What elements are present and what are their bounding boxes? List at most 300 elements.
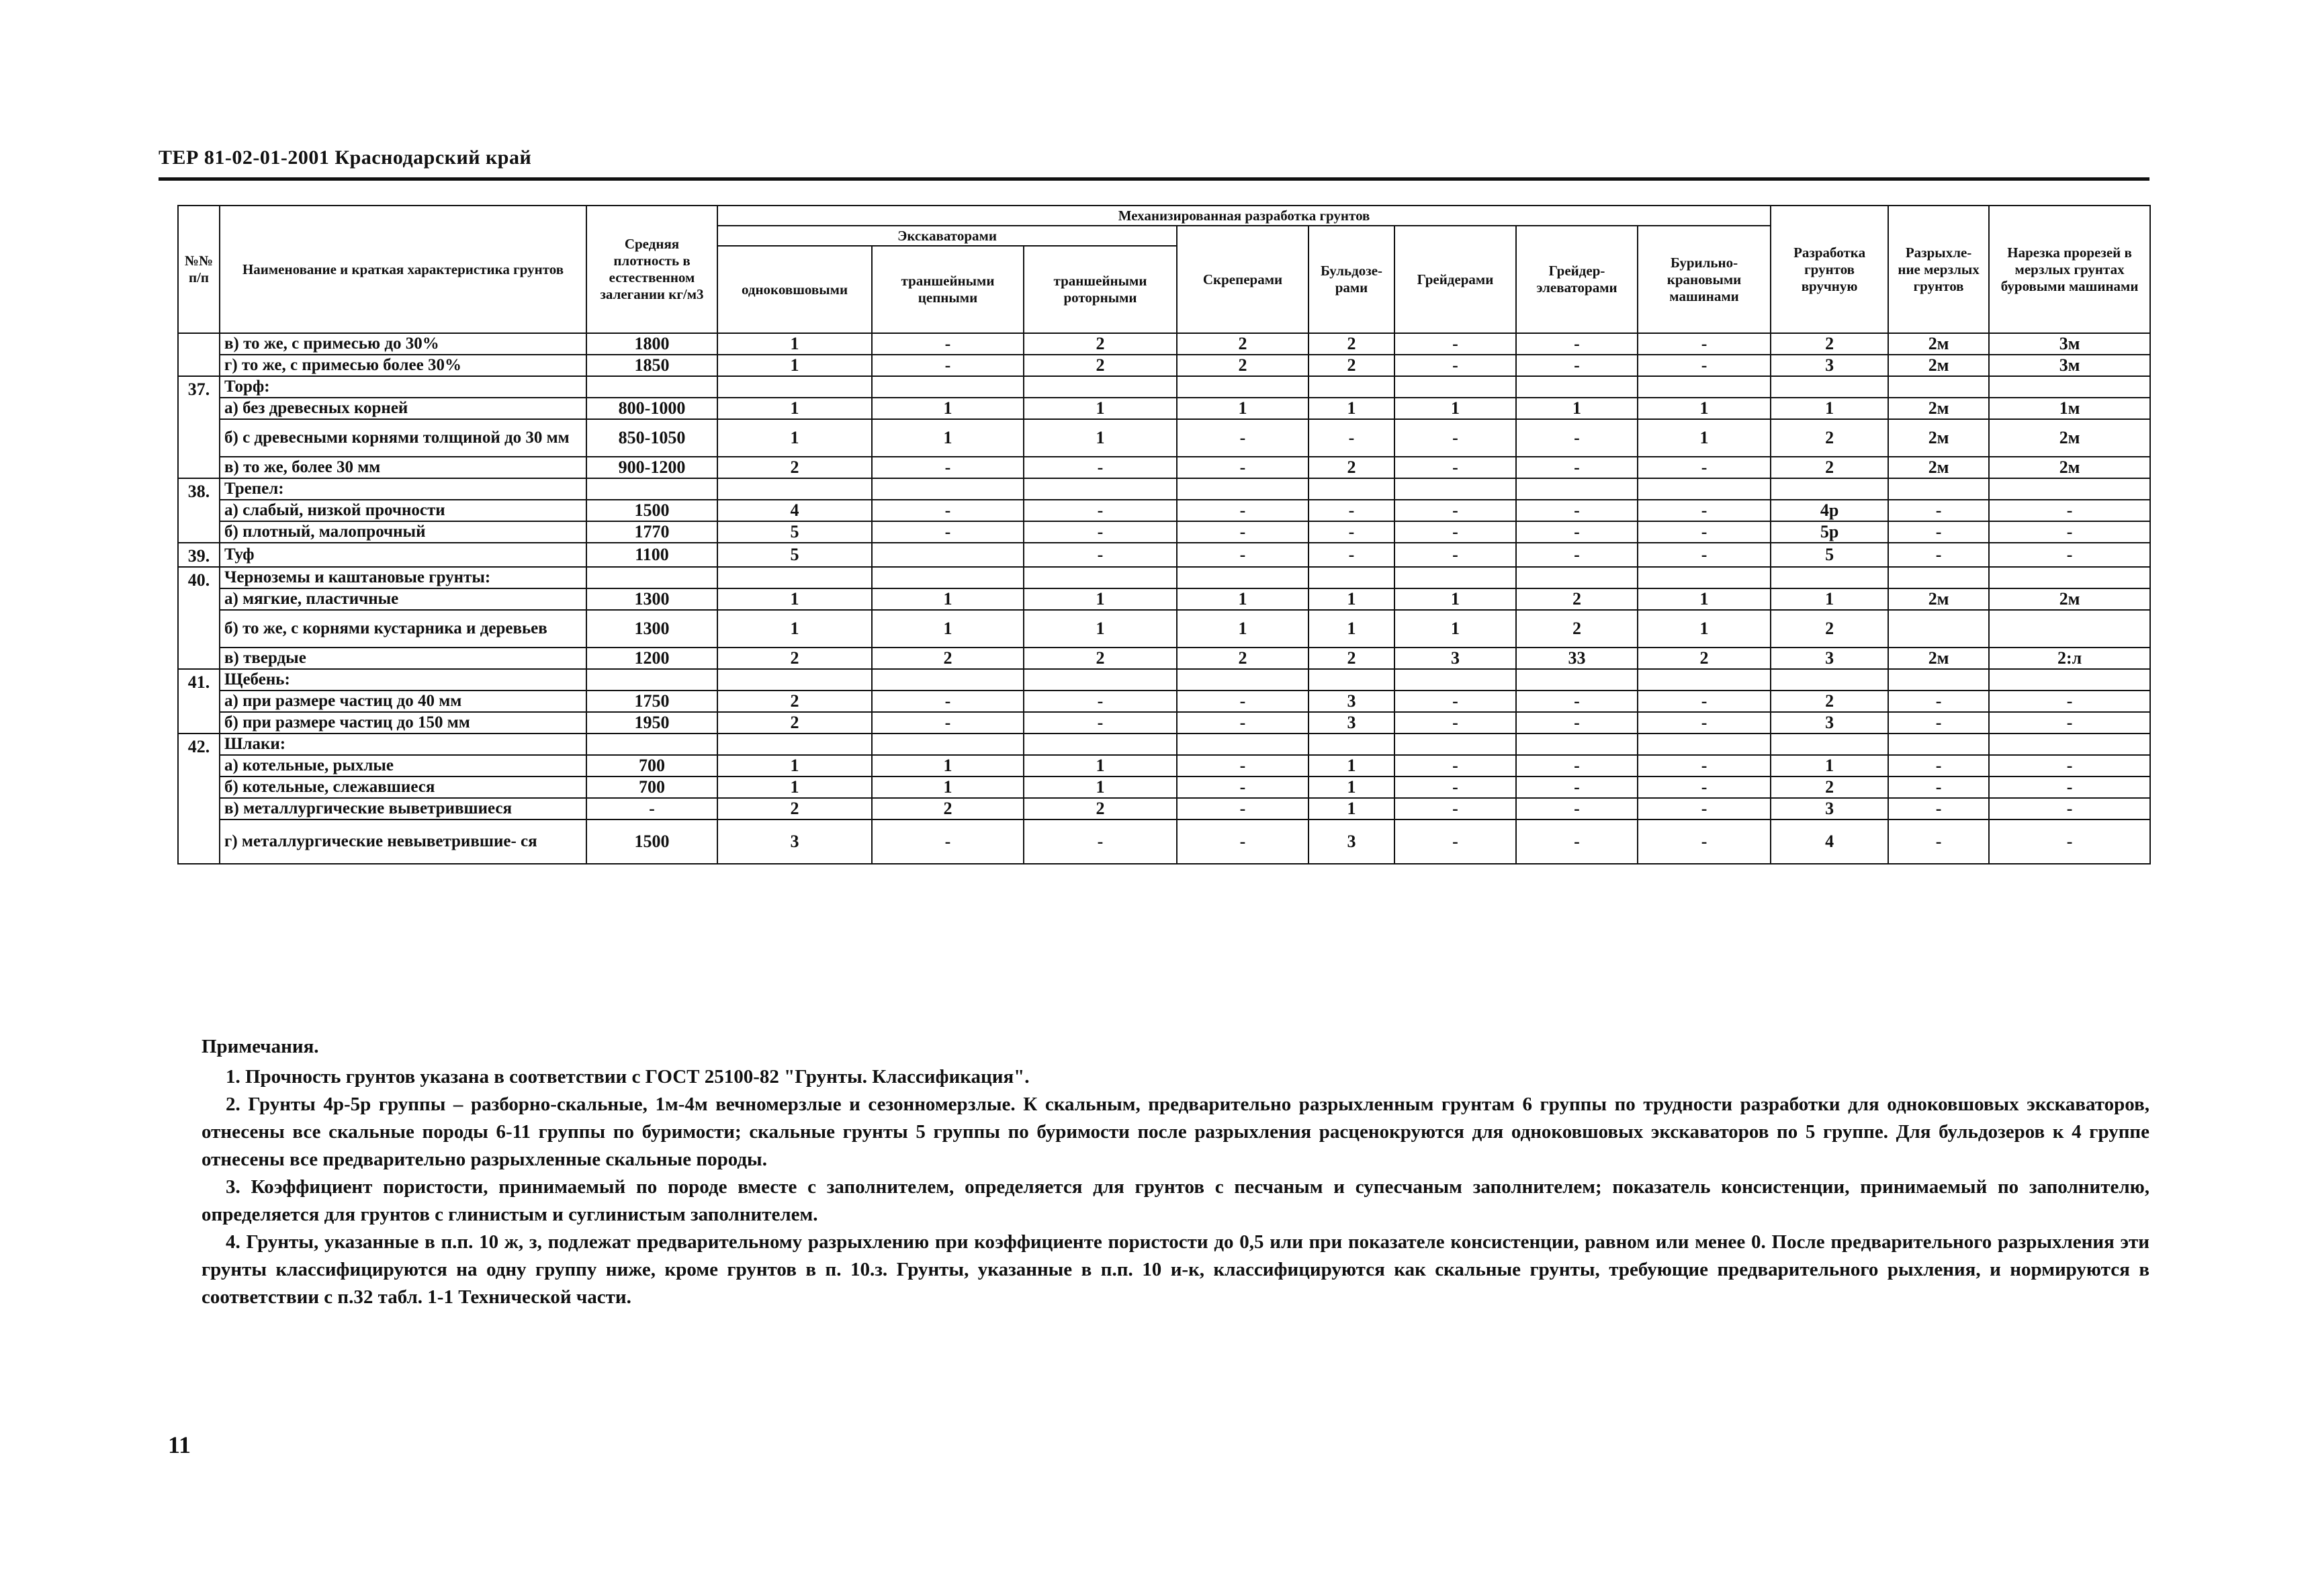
cell-drill-crane: - xyxy=(1638,521,1771,543)
table-row xyxy=(178,669,2150,691)
cell-loosening: - xyxy=(1888,819,1989,864)
notes-section xyxy=(202,1033,2149,1311)
row-number: 38. xyxy=(178,478,220,543)
note-item: 2. Грунты 4р-5р группы – разборно-скальные, 1м-4м вечномерзлые и сезонномерзлые. К скальным, предварительно разрыхленным грунтам 6 группы по трудности разработки для одноковшовых экскаваторов, отнесены все скальные породы 6-11 группы по буримости; скальные грунты 5 группы по буримости после разрыхления расценокруются для одноковшовых экскаваторов по 5 группе. Для бульдозеров к 4 группе отнесены все предварительно разрыхленные скальные породы. xyxy=(202,1094,2149,1170)
cell-trench-chain: - xyxy=(872,691,1024,712)
cell-bulldozers: 1 xyxy=(1308,588,1394,610)
row-name: Щебень: xyxy=(220,669,586,691)
cell-density xyxy=(586,376,717,398)
cell-manual: 3 xyxy=(1771,355,1888,376)
cell-scrapers: 1 xyxy=(1177,398,1308,419)
cell-grader-elevators: 2 xyxy=(1516,588,1638,610)
cell-manual: 5р xyxy=(1771,521,1888,543)
cell-drill-crane: 2 xyxy=(1638,648,1771,669)
cell-trench-rotor: - xyxy=(1024,500,1177,521)
cell-graders: - xyxy=(1394,691,1516,712)
cell-single-bucket xyxy=(717,669,872,691)
row-name: Черноземы и каштановые грунты: xyxy=(220,567,586,588)
cell-bulldozers: 3 xyxy=(1308,819,1394,864)
header-single-bucket: одноковшовыми xyxy=(717,246,872,333)
cell-trench-chain: - xyxy=(872,500,1024,521)
cell-manual: 3 xyxy=(1771,648,1888,669)
cell-cutting xyxy=(1989,376,2150,398)
cell-loosening xyxy=(1888,567,1989,588)
row-number: 42. xyxy=(178,734,220,864)
cell-bulldozers: 1 xyxy=(1308,610,1394,648)
cell-scrapers: - xyxy=(1177,755,1308,777)
cell-graders: - xyxy=(1394,819,1516,864)
cell-trench-chain: 2 xyxy=(872,648,1024,669)
cell-manual xyxy=(1771,376,1888,398)
cell-drill-crane: - xyxy=(1638,798,1771,819)
cell-drill-crane: 1 xyxy=(1638,588,1771,610)
cell-manual: 1 xyxy=(1771,588,1888,610)
cell-grader-elevators: 1 xyxy=(1516,398,1638,419)
cell-graders: - xyxy=(1394,355,1516,376)
row-name: б) плотный, малопрочный xyxy=(220,521,586,543)
cell-bulldozers: - xyxy=(1308,500,1394,521)
cell-trench-rotor: 1 xyxy=(1024,398,1177,419)
cell-loosening: 2м xyxy=(1888,333,1989,355)
cell-density: 1500 xyxy=(586,500,717,521)
cell-manual: 2 xyxy=(1771,610,1888,648)
cell-scrapers: 2 xyxy=(1177,648,1308,669)
cell-trench-chain: - xyxy=(872,355,1024,376)
table-row xyxy=(178,500,2150,521)
cell-manual xyxy=(1771,669,1888,691)
cell-loosening: 2м xyxy=(1888,419,1989,457)
cell-density: 1100 xyxy=(586,543,717,567)
cell-drill-crane xyxy=(1638,478,1771,500)
cell-trench-rotor: 2 xyxy=(1024,798,1177,819)
row-name: б) котельные, слежавшиеся xyxy=(220,777,586,798)
cell-cutting: - xyxy=(1989,521,2150,543)
cell-trench-rotor: - xyxy=(1024,691,1177,712)
cell-loosening: 2м xyxy=(1888,457,1989,478)
cell-drill-crane xyxy=(1638,567,1771,588)
cell-trench-rotor: - xyxy=(1024,457,1177,478)
table-row xyxy=(178,355,2150,376)
row-name: б) то же, с корнями кустарника и деревьев xyxy=(220,610,586,648)
cell-manual: 3 xyxy=(1771,798,1888,819)
cell-graders xyxy=(1394,376,1516,398)
cell-scrapers: 2 xyxy=(1177,355,1308,376)
table-body xyxy=(178,333,2150,864)
table-row xyxy=(178,398,2150,419)
cell-cutting: 2м xyxy=(1989,419,2150,457)
cell-grader-elevators xyxy=(1516,567,1638,588)
header-mechanized: Механизированная разработка грунтов xyxy=(717,206,1771,226)
header-scrapers: Скреперами xyxy=(1177,226,1308,333)
cell-drill-crane: - xyxy=(1638,777,1771,798)
cell-scrapers: 1 xyxy=(1177,588,1308,610)
cell-drill-crane: - xyxy=(1638,691,1771,712)
header-drill-crane: Бурильно- крановыми машинами xyxy=(1638,226,1771,333)
cell-trench-chain: - xyxy=(872,819,1024,864)
cell-drill-crane: - xyxy=(1638,333,1771,355)
cell-bulldozers: 1 xyxy=(1308,755,1394,777)
row-name: в) металлургические выветрившиеся xyxy=(220,798,586,819)
cell-bulldozers: 2 xyxy=(1308,648,1394,669)
table-row xyxy=(178,419,2150,457)
cell-graders xyxy=(1394,478,1516,500)
row-name: в) то же, более 30 мм xyxy=(220,457,586,478)
cell-density: 850-1050 xyxy=(586,419,717,457)
cell-drill-crane: - xyxy=(1638,500,1771,521)
cell-scrapers: - xyxy=(1177,777,1308,798)
cell-bulldozers xyxy=(1308,478,1394,500)
cell-grader-elevators xyxy=(1516,669,1638,691)
cell-scrapers xyxy=(1177,376,1308,398)
cell-grader-elevators: - xyxy=(1516,819,1638,864)
table-row xyxy=(178,819,2150,864)
cell-scrapers: - xyxy=(1177,500,1308,521)
cell-bulldozers: 2 xyxy=(1308,457,1394,478)
table-row xyxy=(178,734,2150,755)
cell-bulldozers xyxy=(1308,567,1394,588)
cell-manual: 4р xyxy=(1771,500,1888,521)
cell-single-bucket: 1 xyxy=(717,755,872,777)
cell-trench-rotor: - xyxy=(1024,712,1177,734)
cell-manual xyxy=(1771,734,1888,755)
cell-trench-rotor: 1 xyxy=(1024,419,1177,457)
row-name: г) то же, с примесью более 30% xyxy=(220,355,586,376)
header-rule xyxy=(159,177,2149,181)
cell-single-bucket: 4 xyxy=(717,500,872,521)
cell-loosening: - xyxy=(1888,691,1989,712)
cell-loosening: 2м xyxy=(1888,398,1989,419)
cell-single-bucket: 1 xyxy=(717,419,872,457)
table-row xyxy=(178,798,2150,819)
cell-trench-chain: 2 xyxy=(872,798,1024,819)
cell-manual: 2 xyxy=(1771,457,1888,478)
cell-scrapers: - xyxy=(1177,419,1308,457)
table-row xyxy=(178,333,2150,355)
header-graders: Грейдерами xyxy=(1394,226,1516,333)
cell-cutting: 2:л xyxy=(1989,648,2150,669)
cell-manual: 3 xyxy=(1771,712,1888,734)
cell-scrapers: - xyxy=(1177,798,1308,819)
note-item: 1. Прочность грунтов указана в соответствии с ГОСТ 25100-82 "Грунты. Классификация". xyxy=(226,1066,1030,1088)
cell-single-bucket: 1 xyxy=(717,588,872,610)
cell-single-bucket: 1 xyxy=(717,398,872,419)
table-row xyxy=(178,691,2150,712)
cell-trench-chain: - xyxy=(872,333,1024,355)
table-row xyxy=(178,543,2150,567)
cell-loosening xyxy=(1888,478,1989,500)
cell-manual: 2 xyxy=(1771,777,1888,798)
cell-loosening xyxy=(1888,669,1989,691)
cell-single-bucket: 5 xyxy=(717,521,872,543)
cell-density: - xyxy=(586,798,717,819)
row-name: Трепел: xyxy=(220,478,586,500)
cell-trench-chain: 1 xyxy=(872,588,1024,610)
cell-grader-elevators: - xyxy=(1516,755,1638,777)
cell-single-bucket xyxy=(717,567,872,588)
cell-manual: 2 xyxy=(1771,419,1888,457)
cell-single-bucket: 1 xyxy=(717,355,872,376)
cell-scrapers xyxy=(1177,734,1308,755)
note-item: 3. Коэффициент пористости, принимаемый по породе вместе с заполнителем, определяется для грунтов с песчаным и супесчаным заполнителем; показатель консистенции, принимаемый по заполнителю, определяется для грунтов с глинистым и суглинистым заполнителем. xyxy=(202,1176,2149,1225)
row-name: а) котельные, рыхлые xyxy=(220,755,586,777)
header-num: №№ п/п xyxy=(178,206,220,333)
cell-cutting: - xyxy=(1989,691,2150,712)
cell-drill-crane: - xyxy=(1638,543,1771,567)
cell-trench-rotor xyxy=(1024,376,1177,398)
cell-scrapers xyxy=(1177,669,1308,691)
cell-drill-crane: - xyxy=(1638,355,1771,376)
row-number: 39. xyxy=(178,543,220,567)
cell-grader-elevators: - xyxy=(1516,500,1638,521)
cell-grader-elevators: - xyxy=(1516,798,1638,819)
cell-graders: - xyxy=(1394,419,1516,457)
cell-density xyxy=(586,734,717,755)
header-grader-elevators: Грейдер- элеваторами xyxy=(1516,226,1638,333)
cell-drill-crane: 1 xyxy=(1638,419,1771,457)
cell-scrapers: 2 xyxy=(1177,333,1308,355)
cell-graders: - xyxy=(1394,543,1516,567)
cell-loosening: 2м xyxy=(1888,355,1989,376)
cell-drill-crane: - xyxy=(1638,755,1771,777)
cell-trench-rotor: 1 xyxy=(1024,588,1177,610)
table-row xyxy=(178,588,2150,610)
cell-trench-rotor: 1 xyxy=(1024,610,1177,648)
cell-trench-rotor: 2 xyxy=(1024,648,1177,669)
cell-graders: - xyxy=(1394,521,1516,543)
soil-classification-table xyxy=(177,205,2151,864)
cell-trench-rotor: 2 xyxy=(1024,333,1177,355)
cell-bulldozers xyxy=(1308,376,1394,398)
cell-scrapers: 1 xyxy=(1177,610,1308,648)
header-bulldozers: Бульдозе- рами xyxy=(1308,226,1394,333)
cell-cutting: 2м xyxy=(1989,457,2150,478)
row-name: Торф: xyxy=(220,376,586,398)
cell-grader-elevators xyxy=(1516,376,1638,398)
cell-trench-chain xyxy=(872,478,1024,500)
cell-grader-elevators: - xyxy=(1516,777,1638,798)
cell-trench-rotor xyxy=(1024,669,1177,691)
cell-graders: - xyxy=(1394,798,1516,819)
table-row xyxy=(178,755,2150,777)
cell-bulldozers: 3 xyxy=(1308,712,1394,734)
table-row xyxy=(178,376,2150,398)
cell-bulldozers: - xyxy=(1308,521,1394,543)
table-row xyxy=(178,712,2150,734)
cell-cutting xyxy=(1989,669,2150,691)
cell-manual: 1 xyxy=(1771,398,1888,419)
cell-single-bucket xyxy=(717,376,872,398)
cell-grader-elevators: - xyxy=(1516,691,1638,712)
cell-manual: 4 xyxy=(1771,819,1888,864)
cell-bulldozers: 2 xyxy=(1308,333,1394,355)
cell-single-bucket: 1 xyxy=(717,777,872,798)
cell-graders: - xyxy=(1394,457,1516,478)
cell-loosening: - xyxy=(1888,798,1989,819)
table-row xyxy=(178,610,2150,648)
cell-trench-rotor: - xyxy=(1024,819,1177,864)
cell-single-bucket: 2 xyxy=(717,712,872,734)
cell-bulldozers xyxy=(1308,669,1394,691)
cell-graders: - xyxy=(1394,755,1516,777)
header-trench-rotor: траншейными роторными xyxy=(1024,246,1177,333)
cell-graders: - xyxy=(1394,712,1516,734)
row-name: а) мягкие, пластичные xyxy=(220,588,586,610)
cell-bulldozers: - xyxy=(1308,419,1394,457)
cell-scrapers: - xyxy=(1177,819,1308,864)
table-row xyxy=(178,457,2150,478)
soil-table-wrapper xyxy=(177,205,2149,864)
cell-drill-crane: - xyxy=(1638,712,1771,734)
row-name: в) то же, с примесью до 30% xyxy=(220,333,586,355)
cell-loosening: 2м xyxy=(1888,648,1989,669)
cell-density: 700 xyxy=(586,755,717,777)
cell-loosening: - xyxy=(1888,777,1989,798)
cell-bulldozers: 2 xyxy=(1308,355,1394,376)
cell-manual: 2 xyxy=(1771,691,1888,712)
cell-manual xyxy=(1771,567,1888,588)
cell-cutting: 3м xyxy=(1989,333,2150,355)
cell-grader-elevators: - xyxy=(1516,355,1638,376)
cell-grader-elevators: - xyxy=(1516,521,1638,543)
cell-single-bucket: 1 xyxy=(717,610,872,648)
cell-single-bucket xyxy=(717,478,872,500)
cell-loosening: 2м xyxy=(1888,588,1989,610)
cell-single-bucket: 2 xyxy=(717,648,872,669)
cell-graders: - xyxy=(1394,500,1516,521)
cell-trench-rotor: 2 xyxy=(1024,355,1177,376)
cell-scrapers xyxy=(1177,478,1308,500)
cell-graders: 3 xyxy=(1394,648,1516,669)
cell-bulldozers: 3 xyxy=(1308,691,1394,712)
cell-loosening: - xyxy=(1888,755,1989,777)
cell-density: 1770 xyxy=(586,521,717,543)
cell-trench-rotor: - xyxy=(1024,521,1177,543)
cell-cutting: - xyxy=(1989,500,2150,521)
cell-density xyxy=(586,669,717,691)
cell-density xyxy=(586,478,717,500)
cell-trench-chain: - xyxy=(872,521,1024,543)
cell-density: 1800 xyxy=(586,333,717,355)
cell-density: 1750 xyxy=(586,691,717,712)
cell-grader-elevators xyxy=(1516,478,1638,500)
cell-grader-elevators: 33 xyxy=(1516,648,1638,669)
cell-grader-elevators xyxy=(1516,734,1638,755)
cell-density: 1200 xyxy=(586,648,717,669)
table-row xyxy=(178,567,2150,588)
cell-scrapers: - xyxy=(1177,712,1308,734)
cell-loosening xyxy=(1888,610,1989,648)
cell-density: 1500 xyxy=(586,819,717,864)
cell-single-bucket: 1 xyxy=(717,333,872,355)
cell-cutting: 1м xyxy=(1989,398,2150,419)
cell-cutting xyxy=(1989,567,2150,588)
cell-graders: 1 xyxy=(1394,588,1516,610)
cell-single-bucket: 5 xyxy=(717,543,872,567)
row-name: а) слабый, низкой прочности xyxy=(220,500,586,521)
cell-manual: 2 xyxy=(1771,333,1888,355)
cell-graders xyxy=(1394,734,1516,755)
cell-drill-crane: - xyxy=(1638,819,1771,864)
row-name: б) с древесными корнями толщиной до 30 мм xyxy=(220,419,586,457)
row-name: а) при размере частиц до 40 мм xyxy=(220,691,586,712)
header-cutting: Нарезка прорезей в мерзлых грунтах буровыми машинами xyxy=(1989,206,2150,333)
cell-density xyxy=(586,567,717,588)
cell-loosening: - xyxy=(1888,500,1989,521)
cell-manual: 1 xyxy=(1771,755,1888,777)
cell-trench-rotor xyxy=(1024,567,1177,588)
cell-grader-elevators: - xyxy=(1516,419,1638,457)
cell-loosening xyxy=(1888,734,1989,755)
running-head: ТЕР 81-02-01-2001 Краснодарский край xyxy=(159,146,532,169)
cell-drill-crane xyxy=(1638,734,1771,755)
cell-trench-chain: 1 xyxy=(872,777,1024,798)
cell-density: 1950 xyxy=(586,712,717,734)
header-excavators: Экскаваторами xyxy=(717,226,1177,246)
cell-trench-chain xyxy=(872,669,1024,691)
cell-trench-chain xyxy=(872,567,1024,588)
cell-scrapers: - xyxy=(1177,691,1308,712)
cell-trench-chain: 1 xyxy=(872,398,1024,419)
row-name: Шлаки: xyxy=(220,734,586,755)
cell-drill-crane: 1 xyxy=(1638,610,1771,648)
cell-drill-crane: 1 xyxy=(1638,398,1771,419)
cell-trench-rotor: - xyxy=(1024,543,1177,567)
cell-cutting: 2м xyxy=(1989,588,2150,610)
cell-graders: - xyxy=(1394,777,1516,798)
cell-graders: - xyxy=(1394,333,1516,355)
cell-drill-crane xyxy=(1638,376,1771,398)
row-name: б) при размере частиц до 150 мм xyxy=(220,712,586,734)
cell-trench-chain xyxy=(872,734,1024,755)
cell-cutting: - xyxy=(1989,819,2150,864)
cell-cutting: - xyxy=(1989,543,2150,567)
cell-trench-chain: 1 xyxy=(872,419,1024,457)
cell-trench-chain xyxy=(872,376,1024,398)
header-density: Средняя плотность в естественном залегании кг/м3 xyxy=(586,206,717,333)
cell-trench-chain: 1 xyxy=(872,755,1024,777)
cell-scrapers: - xyxy=(1177,521,1308,543)
notes-title: Примечания. xyxy=(202,1036,319,1057)
header-name: Наименование и краткая характеристика грунтов xyxy=(220,206,586,333)
row-name: в) твердые xyxy=(220,648,586,669)
cell-loosening xyxy=(1888,376,1989,398)
cell-scrapers xyxy=(1177,567,1308,588)
cell-scrapers: - xyxy=(1177,543,1308,567)
cell-drill-crane xyxy=(1638,669,1771,691)
cell-trench-rotor xyxy=(1024,478,1177,500)
cell-cutting: - xyxy=(1989,712,2150,734)
cell-trench-chain: 1 xyxy=(872,610,1024,648)
table-row xyxy=(178,777,2150,798)
cell-single-bucket: 2 xyxy=(717,798,872,819)
row-number: 37. xyxy=(178,376,220,478)
cell-single-bucket: 2 xyxy=(717,691,872,712)
cell-trench-rotor: 1 xyxy=(1024,777,1177,798)
table-row xyxy=(178,478,2150,500)
row-number: 41. xyxy=(178,669,220,734)
cell-density: 800-1000 xyxy=(586,398,717,419)
cell-grader-elevators: - xyxy=(1516,712,1638,734)
header-trench-chain: траншейными цепными xyxy=(872,246,1024,333)
cell-loosening: - xyxy=(1888,712,1989,734)
cell-grader-elevators: - xyxy=(1516,457,1638,478)
cell-loosening: - xyxy=(1888,543,1989,567)
row-name: а) без древесных корней xyxy=(220,398,586,419)
cell-bulldozers: - xyxy=(1308,543,1394,567)
cell-trench-chain: - xyxy=(872,712,1024,734)
cell-trench-chain xyxy=(872,543,1024,567)
row-name: г) металлургические невыветрившие- ся xyxy=(220,819,586,864)
